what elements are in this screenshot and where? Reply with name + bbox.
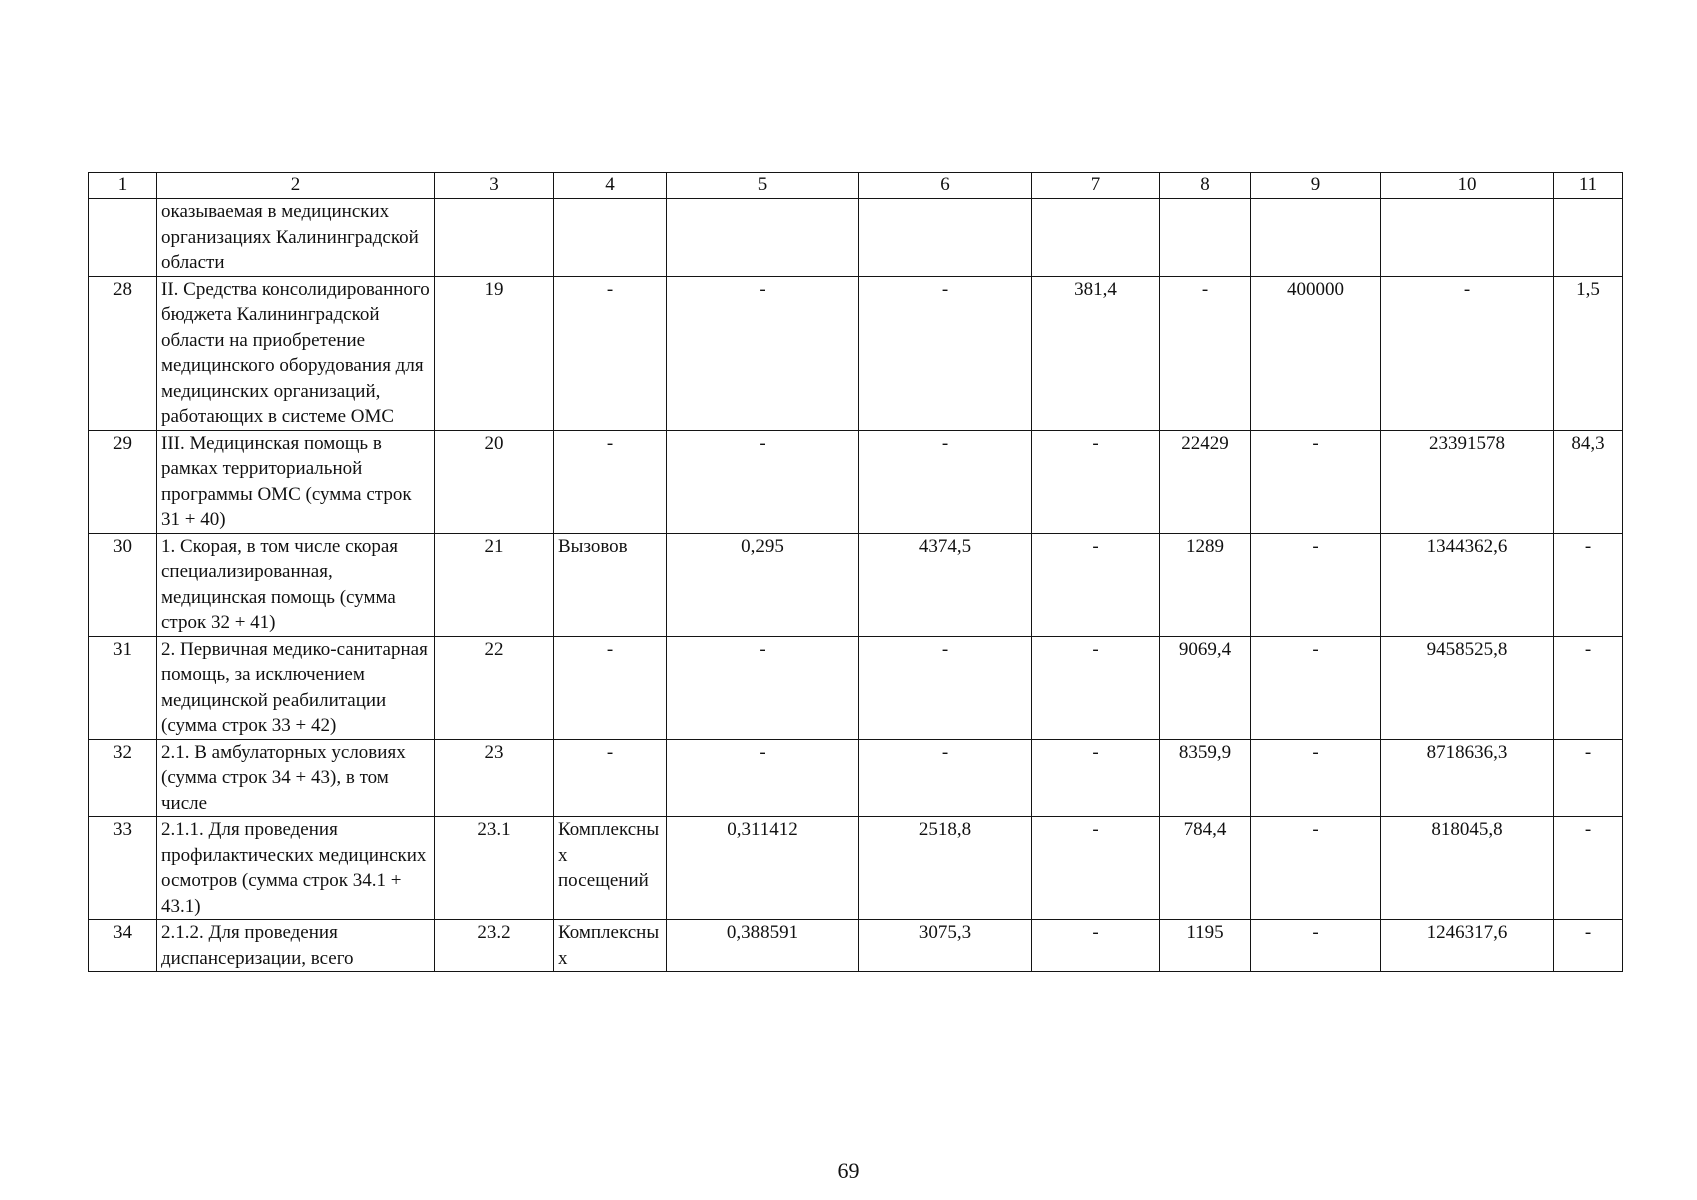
row-col7-cell: -: [1032, 920, 1160, 972]
table-row-29: [89, 430, 1623, 533]
row-col7-cell: [1032, 199, 1160, 277]
row-code-cell: [435, 199, 554, 277]
row-col8-cell: 1195: [1160, 920, 1251, 972]
row-col5-cell: [667, 199, 859, 277]
row-name-cell: 2. Первичная медико-санитарная помощь, за исключением медицинской реабилитации (сумма строк 33 + 42): [157, 636, 435, 739]
row-code-cell: 23.1: [435, 817, 554, 920]
row-unit-cell: -: [554, 739, 667, 817]
row-unit-cell: Комплексных посещений: [554, 817, 667, 920]
row-col9-cell: 400000: [1251, 276, 1381, 430]
table-row-31: [89, 636, 1623, 739]
row-col10-cell: 1246317,6: [1381, 920, 1554, 972]
row-col7-cell: 381,4: [1032, 276, 1160, 430]
row-code-cell: 21: [435, 533, 554, 636]
row-col5-cell: -: [667, 636, 859, 739]
header-cell-col-4: 4: [554, 173, 667, 199]
row-col9-cell: -: [1251, 817, 1381, 920]
header-cell-col-11: 11: [1554, 173, 1623, 199]
row-col8-cell: 1289: [1160, 533, 1251, 636]
header-cell-col-9: 9: [1251, 173, 1381, 199]
row-col8-cell: 8359,9: [1160, 739, 1251, 817]
row-col9-cell: -: [1251, 636, 1381, 739]
row-col6-cell: -: [859, 636, 1032, 739]
table-row-33: [89, 817, 1623, 920]
row-col6-cell: 3075,3: [859, 920, 1032, 972]
header-cell-col-2: 2: [157, 173, 435, 199]
row-number-cell: 29: [89, 430, 157, 533]
row-unit-cell: -: [554, 430, 667, 533]
row-col9-cell: -: [1251, 533, 1381, 636]
row-col9-cell: [1251, 199, 1381, 277]
row-code-cell: 23: [435, 739, 554, 817]
row-name-cell: оказываемая в медицинских организациях Калининградской области: [157, 199, 435, 277]
row-col5-cell: 0,388591: [667, 920, 859, 972]
row-col10-cell: [1381, 199, 1554, 277]
row-name-cell: 2.1.2. Для проведения диспансеризации, всего: [157, 920, 435, 972]
row-unit-cell: -: [554, 276, 667, 430]
row-col5-cell: 0,311412: [667, 817, 859, 920]
row-col7-cell: -: [1032, 739, 1160, 817]
row-col9-cell: -: [1251, 920, 1381, 972]
table-row-30: [89, 533, 1623, 636]
row-code-cell: 23.2: [435, 920, 554, 972]
header-cell-col-5: 5: [667, 173, 859, 199]
row-col10-cell: 818045,8: [1381, 817, 1554, 920]
row-col11-cell: -: [1554, 739, 1623, 817]
row-col5-cell: -: [667, 430, 859, 533]
row-name-cell: III. Медицинская помощь в рамках территориальной программы ОМС (сумма строк 31 + 40): [157, 430, 435, 533]
row-col11-cell: -: [1554, 533, 1623, 636]
row-col7-cell: -: [1032, 533, 1160, 636]
row-unit-cell: Вызовов: [554, 533, 667, 636]
row-col6-cell: 2518,8: [859, 817, 1032, 920]
header-cell-col-3: 3: [435, 173, 554, 199]
table-row-34: [89, 920, 1623, 972]
row-col10-cell: 9458525,8: [1381, 636, 1554, 739]
row-col11-cell: -: [1554, 920, 1623, 972]
row-code-cell: 19: [435, 276, 554, 430]
row-name-cell: II. Средства консолидированного бюджета Калининградской области на приобретение медицинского оборудования для медицинских организаций, работающих в системе ОМС: [157, 276, 435, 430]
row-col7-cell: -: [1032, 636, 1160, 739]
row-unit-cell: -: [554, 636, 667, 739]
row-col11-cell: -: [1554, 817, 1623, 920]
row-col6-cell: 4374,5: [859, 533, 1032, 636]
table-row-32: [89, 739, 1623, 817]
row-number-cell: 33: [89, 817, 157, 920]
row-col8-cell: [1160, 199, 1251, 277]
row-col9-cell: -: [1251, 430, 1381, 533]
row-number-cell: 30: [89, 533, 157, 636]
header-cell-col-7: 7: [1032, 173, 1160, 199]
row-col10-cell: 23391578: [1381, 430, 1554, 533]
row-col11-cell: 84,3: [1554, 430, 1623, 533]
row-name-cell: 2.1. В амбулаторных условиях (сумма строк 34 + 43), в том числе: [157, 739, 435, 817]
row-col8-cell: 9069,4: [1160, 636, 1251, 739]
row-code-cell: 22: [435, 636, 554, 739]
row-col7-cell: -: [1032, 817, 1160, 920]
row-col8-cell: -: [1160, 276, 1251, 430]
row-col6-cell: -: [859, 739, 1032, 817]
row-col6-cell: -: [859, 276, 1032, 430]
row-number-cell: 28: [89, 276, 157, 430]
row-col10-cell: 8718636,3: [1381, 739, 1554, 817]
table-row-continuation: [89, 199, 1623, 277]
row-unit-cell: [554, 199, 667, 277]
row-name-cell: 2.1.1. Для проведения профилактических медицинских осмотров (сумма строк 34.1 + 43.1): [157, 817, 435, 920]
row-unit-cell: Комплексных: [554, 920, 667, 972]
row-col8-cell: 784,4: [1160, 817, 1251, 920]
row-number-cell: 34: [89, 920, 157, 972]
row-col6-cell: -: [859, 430, 1032, 533]
header-row: [89, 173, 1623, 199]
row-number-cell: [89, 199, 157, 277]
row-col11-cell: -: [1554, 636, 1623, 739]
row-col5-cell: 0,295: [667, 533, 859, 636]
header-cell-col-8: 8: [1160, 173, 1251, 199]
row-col7-cell: -: [1032, 430, 1160, 533]
row-col11-cell: 1,5: [1554, 276, 1623, 430]
header-cell-col-1: 1: [89, 173, 157, 199]
row-code-cell: 20: [435, 430, 554, 533]
row-col10-cell: 1344362,6: [1381, 533, 1554, 636]
row-name-cell: 1. Скорая, в том числе скорая специализированная, медицинская помощь (сумма строк 32 + 41): [157, 533, 435, 636]
row-col5-cell: -: [667, 739, 859, 817]
data-table: [88, 172, 1623, 972]
row-col9-cell: -: [1251, 739, 1381, 817]
row-col6-cell: [859, 199, 1032, 277]
row-col10-cell: -: [1381, 276, 1554, 430]
row-col11-cell: [1554, 199, 1623, 277]
row-col5-cell: -: [667, 276, 859, 430]
row-col8-cell: 22429: [1160, 430, 1251, 533]
row-number-cell: 32: [89, 739, 157, 817]
row-number-cell: 31: [89, 636, 157, 739]
header-cell-col-10: 10: [1381, 173, 1554, 199]
table-row-28: [89, 276, 1623, 430]
header-cell-col-6: 6: [859, 173, 1032, 199]
page-number: 69: [837, 1158, 860, 1183]
